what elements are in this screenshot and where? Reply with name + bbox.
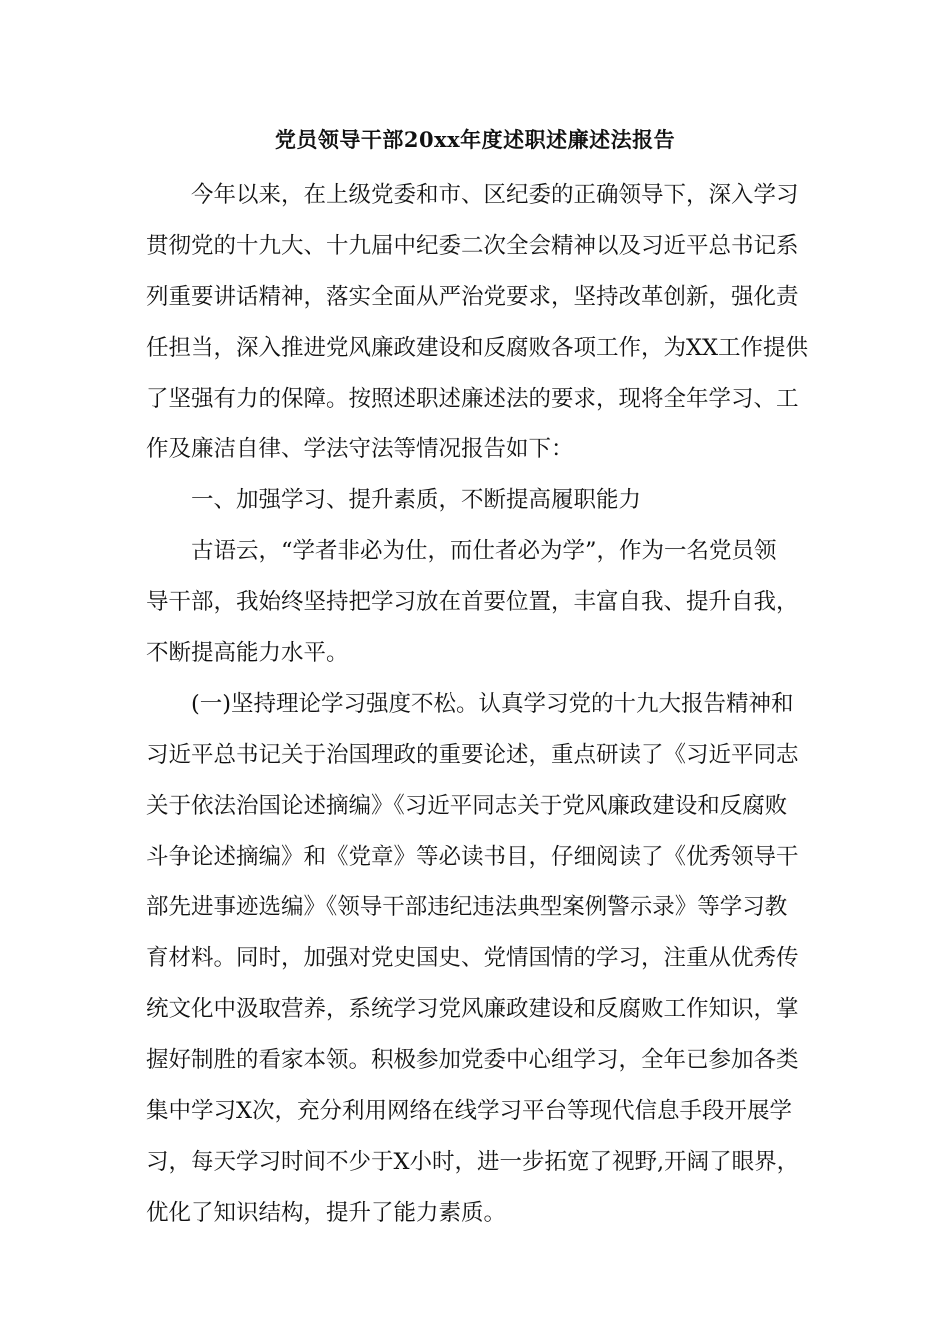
text-line: 优化了知识结构，提升了能力素质。 <box>146 1199 507 1226</box>
text-line: 关于依法治国论述摘编》《习近平同志关于党风廉政建设和反腐败 <box>146 792 788 819</box>
text-line: 导干部，我始终坚持把学习放在首要位置，丰富自我、提升自我， <box>146 589 799 616</box>
text-line: 习，每天学习时间不少于X小时，进一步拓宽了视野,开阔了眼界， <box>146 1148 800 1175</box>
document-body <box>146 170 808 1239</box>
text-line: 不断提高能力水平。 <box>146 640 349 667</box>
text-line: 习近平总书记关于治国理政的重要论述，重点研读了《习近平同志 <box>146 741 799 768</box>
document-title: 党员领导干部20xx年度述职述廉述法报告 <box>274 127 676 152</box>
text-line: 部先进事迹选编》《领导干部违纪违法典型案例警示录》等学习教 <box>146 894 788 921</box>
text-line: 一、加强学习、提升素质，不断提高履职能力 <box>191 487 642 514</box>
text-line: 了坚强有力的保障。按照述职述廉述法的要求，现将全年学习、工 <box>146 385 799 412</box>
text-line: 作及廉洁自律、学法守法等情况报告如下： <box>146 436 574 463</box>
text-line: 列重要讲话精神，落实全面从严治党要求，坚持改革创新，强化责 <box>146 283 799 310</box>
text-line: 握好制胜的看家本领。积极参加党委中心组学习，全年已参加各类 <box>146 1047 799 1074</box>
text-line: (一)坚持理论学习强度不松。认真学习党的十九大报告精神和 <box>191 690 794 717</box>
text-line: 集中学习X次，充分利用网络在线学习平台等现代信息手段开展学 <box>146 1098 793 1125</box>
text-line: 任担当，深入推进党风廉政建设和反腐败各项工作，为XX工作提供 <box>146 334 809 361</box>
text-line: 斗争论述摘编》和《党章》等必读书目，仔细阅读了《优秀领导干 <box>146 843 799 870</box>
text-line: 统文化中汲取营养，系统学习党风廉政建设和反腐败工作知识，掌 <box>146 996 799 1023</box>
text-line: 贯彻党的十九大、十九届中纪委二次全会精神以及习近平总书记系 <box>146 232 799 259</box>
text-line: 今年以来，在上级党委和市、区纪委的正确领导下，深入学习 <box>191 182 799 208</box>
text-line: 育材料。同时，加强对党史国史、党情国情的学习，注重从优秀传 <box>146 945 799 972</box>
text-line: 古语云，“学者非必为仕，而仕者必为学”，作为一名党员领 <box>191 538 777 565</box>
